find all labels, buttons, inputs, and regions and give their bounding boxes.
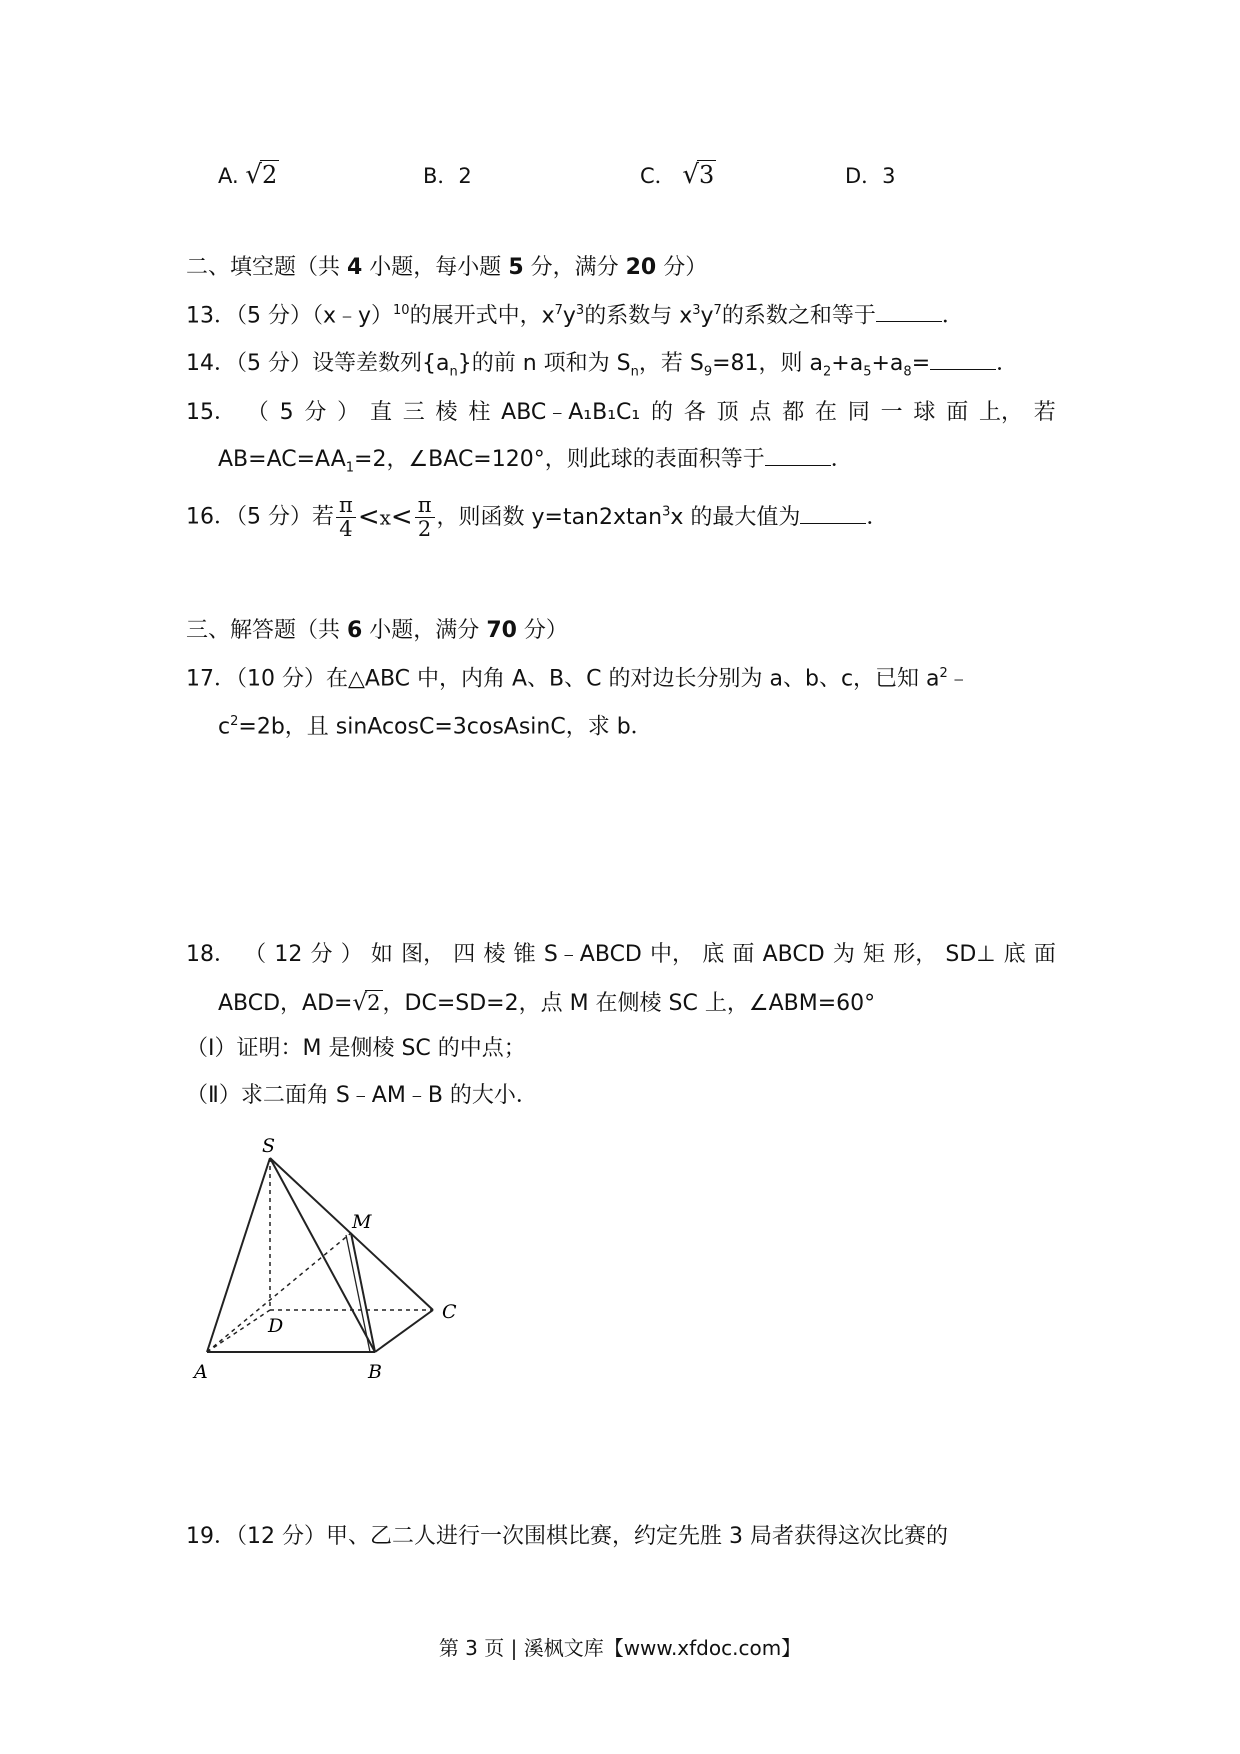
fraction-numerator: π xyxy=(415,494,435,518)
q14-text: +a xyxy=(871,351,904,376)
section3-title xyxy=(186,618,568,644)
q18-token: ABCD xyxy=(762,942,825,967)
q14-subscript: n xyxy=(630,364,639,380)
q14-subscript: n xyxy=(449,364,458,380)
vertex-label-B: B xyxy=(368,1361,382,1383)
vertex-label-D: D xyxy=(268,1315,284,1337)
q18-token: 矩 xyxy=(863,942,886,967)
q18-token: 四 xyxy=(453,942,476,967)
question-15-line1 xyxy=(186,400,1056,426)
q15-text: ． xyxy=(830,447,853,472)
q13-text: 的系数之和等于 xyxy=(721,303,876,329)
question-18-part1 xyxy=(186,1036,526,1062)
section2-points-each: 5 xyxy=(508,255,524,280)
q15-token: 在 xyxy=(815,400,838,425)
q15-token: 分 xyxy=(304,400,327,425)
q18-token: 面 xyxy=(1033,942,1056,967)
q16-text: x 的最大值为 xyxy=(670,504,801,530)
answer-blank[interactable] xyxy=(800,505,866,524)
q18-token: 如 xyxy=(370,942,393,967)
vertex-label-M: M xyxy=(352,1211,372,1233)
section2-title xyxy=(186,255,707,281)
question-17-line1 xyxy=(186,666,970,693)
q18-token: S﹣ABCD xyxy=(543,942,642,967)
q16-exponent: 3 xyxy=(662,504,671,520)
q18-token: 18． xyxy=(186,942,236,967)
q13-text: 的展开式中，x xyxy=(409,303,555,329)
q15-token: 若 xyxy=(1033,400,1056,425)
question-19 xyxy=(186,1524,948,1550)
option-b-value: 2 xyxy=(458,164,472,188)
q14-subscript: 5 xyxy=(863,364,872,380)
section3-count: 6 xyxy=(347,618,363,643)
q15-text: AB=AC=AA xyxy=(218,447,346,472)
section2-title-text: 小题，每小题 xyxy=(362,255,509,280)
q18-token: 为 xyxy=(832,942,855,967)
q17-text: =2b，且 sinAcosC=3cosAsinC，求 b． xyxy=(238,714,653,740)
q18-token: 面 xyxy=(732,942,755,967)
q15-token: 一 xyxy=(880,400,903,425)
option-d-label: D． xyxy=(845,164,883,188)
edge-MB xyxy=(351,1233,375,1352)
footer-text: 第 3 页 | 溪枫文库【www.xfdoc.com】 xyxy=(438,1636,802,1660)
option-a-label: A. xyxy=(218,164,239,188)
option-d-value: 3 xyxy=(882,164,896,188)
q16-text: ，则函数 y=tan2xtan xyxy=(436,504,663,530)
q15-token: ） xyxy=(337,400,360,425)
q15-token: 15． xyxy=(186,400,236,425)
q15-token: 都 xyxy=(782,400,805,425)
option-b-label: B． xyxy=(423,164,459,188)
q16-text: 16．（5 分）若 xyxy=(186,504,334,530)
q15-token: 柱 xyxy=(468,400,491,425)
less-than-sign: < xyxy=(357,502,380,532)
q17-exponent: 2 xyxy=(230,714,239,729)
answer-blank[interactable] xyxy=(876,303,942,322)
sqrt-arg: 2 xyxy=(367,991,381,1015)
q18-token: 12 xyxy=(274,942,303,967)
q17-text: 17．（10 分）在△ABC 中，内角 A、B、C 的对边长分别为 a、b、c，已知 a xyxy=(186,666,940,692)
question-15-line2 xyxy=(218,447,853,476)
question-14 xyxy=(186,351,1018,380)
vertex-label-A: A xyxy=(194,1361,208,1383)
q13-text: y xyxy=(562,303,576,329)
q15-token: 棱 xyxy=(435,400,458,425)
question-17-line2 xyxy=(218,714,653,741)
q12-option-a xyxy=(218,160,279,191)
q12-option-c xyxy=(640,160,716,191)
q16-text: ． xyxy=(866,504,889,530)
pyramid-figure xyxy=(180,1120,480,1390)
q17-exponent: 2 xyxy=(939,666,948,681)
fraction-pi-over-4 xyxy=(336,494,356,541)
fraction-pi-over-2 xyxy=(415,494,435,541)
q19-text: 19．（12 分）甲、乙二人进行一次围棋比赛，约定先胜 3 局者获得这次比赛的 xyxy=(186,1524,948,1549)
q12-option-d xyxy=(845,164,896,189)
q18-token: （ xyxy=(244,942,267,967)
q16-tail xyxy=(437,505,889,530)
section3-total: 70 xyxy=(486,618,517,643)
q14-subscript: 9 xyxy=(703,364,713,380)
q13-exponent: 7 xyxy=(713,303,722,318)
edge-BC xyxy=(375,1310,433,1352)
q18-token: 中， xyxy=(650,942,695,967)
q15-token: 三 xyxy=(402,400,425,425)
q15-text: =2，∠BAC=120°，则此球的表面积等于 xyxy=(354,447,765,472)
q18-token: SD⊥ xyxy=(945,942,996,967)
q13-exponent: 3 xyxy=(692,303,701,318)
q13-exponent: 3 xyxy=(575,303,585,318)
q18-part2-text: （Ⅱ）求二面角 S﹣AM﹣B 的大小． xyxy=(186,1083,538,1108)
q18-text: ，DC=SD=2，点 M 在侧棱 SC 上，∠ABM=60° xyxy=(382,991,876,1016)
q15-token: 上， xyxy=(978,400,1023,425)
q18-token: 锥 xyxy=(513,942,536,967)
answer-blank[interactable] xyxy=(765,447,831,466)
q14-text: ． xyxy=(996,351,1019,376)
q18-token: 棱 xyxy=(483,942,506,967)
q18-token: 图， xyxy=(401,942,446,967)
section3-title-text: 小题，满分 xyxy=(362,618,487,643)
q15-token: 同 xyxy=(847,400,870,425)
q14-text: +a xyxy=(831,351,864,376)
q13-text: 13．（5 分）（x﹣y） xyxy=(186,303,394,329)
q15-token: 点 xyxy=(749,400,772,425)
q15-subscript: 1 xyxy=(345,460,355,476)
q13-exponent: 10 xyxy=(393,303,410,318)
fraction-denominator: 4 xyxy=(339,517,353,542)
vertex-label-S: S xyxy=(262,1135,276,1157)
q13-text: ． xyxy=(941,303,964,329)
q15-token: ABC﹣A₁B₁C₁ xyxy=(501,400,641,425)
q15-token: 的 xyxy=(651,400,674,425)
section2-title-text: 二、填空题（共 xyxy=(186,255,347,280)
q18-part1-text: （Ⅰ）证明：M 是侧棱 SC 的中点； xyxy=(186,1036,526,1061)
q15-token: 球 xyxy=(913,400,936,425)
edge-MB-double xyxy=(346,1235,370,1352)
q15-token: 各 xyxy=(683,400,706,425)
q18-text: ABCD，AD= xyxy=(218,991,353,1016)
q18-token: 分 xyxy=(310,942,333,967)
q14-subscript: 2 xyxy=(823,364,832,380)
q14-subscript: 8 xyxy=(903,364,912,380)
edge-AD-hidden xyxy=(207,1310,270,1352)
section2-title-text: 分） xyxy=(656,255,708,280)
section2-title-text: 分，满分 xyxy=(523,255,626,280)
sqrt-3: √3 xyxy=(682,160,715,190)
q13-exponent: 7 xyxy=(554,303,563,318)
q14-text: }的前 n 项和为 S xyxy=(457,351,631,376)
section2-count: 4 xyxy=(347,255,363,280)
question-18-part2 xyxy=(186,1083,538,1109)
q15-token: 5 xyxy=(279,400,294,425)
q15-token: 顶 xyxy=(716,400,739,425)
q15-token: 面 xyxy=(946,400,969,425)
q17-text: ﹣ xyxy=(947,666,970,692)
q17-text: c xyxy=(218,714,231,740)
less-than-sign: < xyxy=(390,502,413,532)
variable-x: x xyxy=(379,505,391,530)
section3-title-text: 分） xyxy=(516,618,568,643)
sqrt-2: √2 xyxy=(352,990,381,1016)
q18-token: 形， xyxy=(893,942,938,967)
sqrt-arg: 3 xyxy=(698,161,715,189)
q14-text: = xyxy=(911,351,931,376)
page-footer xyxy=(0,1636,1240,1660)
vertex-label-C: C xyxy=(442,1301,457,1323)
q14-text: 14．（5 分）设等差数列{a xyxy=(186,351,450,376)
section3-title-text: 三、解答题（共 xyxy=(186,618,347,643)
section2-total: 20 xyxy=(625,255,657,280)
q14-text: ，若 S xyxy=(638,351,704,376)
answer-blank[interactable] xyxy=(930,351,996,370)
sqrt-2: √2 xyxy=(245,160,278,190)
question-13 xyxy=(186,303,964,330)
q14-text: =81，则 a xyxy=(712,351,824,376)
edge-SB xyxy=(270,1158,375,1352)
question-16 xyxy=(186,494,888,541)
q15-token: 直 xyxy=(369,400,392,425)
question-18-line1 xyxy=(186,942,1056,968)
q18-token: 底 xyxy=(702,942,725,967)
q13-text: 的系数与 x xyxy=(584,303,693,329)
q12-option-b xyxy=(423,164,472,189)
q18-token: ） xyxy=(340,942,363,967)
q13-text: y xyxy=(700,303,714,329)
edge-SA xyxy=(207,1158,270,1352)
q15-token: （ xyxy=(246,400,269,425)
fraction-numerator: π xyxy=(336,494,356,518)
option-c-label: C． xyxy=(640,164,676,188)
fraction-denominator: 2 xyxy=(417,517,432,542)
q18-token: 底 xyxy=(1003,942,1026,967)
sqrt-arg: 2 xyxy=(261,161,278,189)
question-18-line2 xyxy=(218,988,875,1018)
